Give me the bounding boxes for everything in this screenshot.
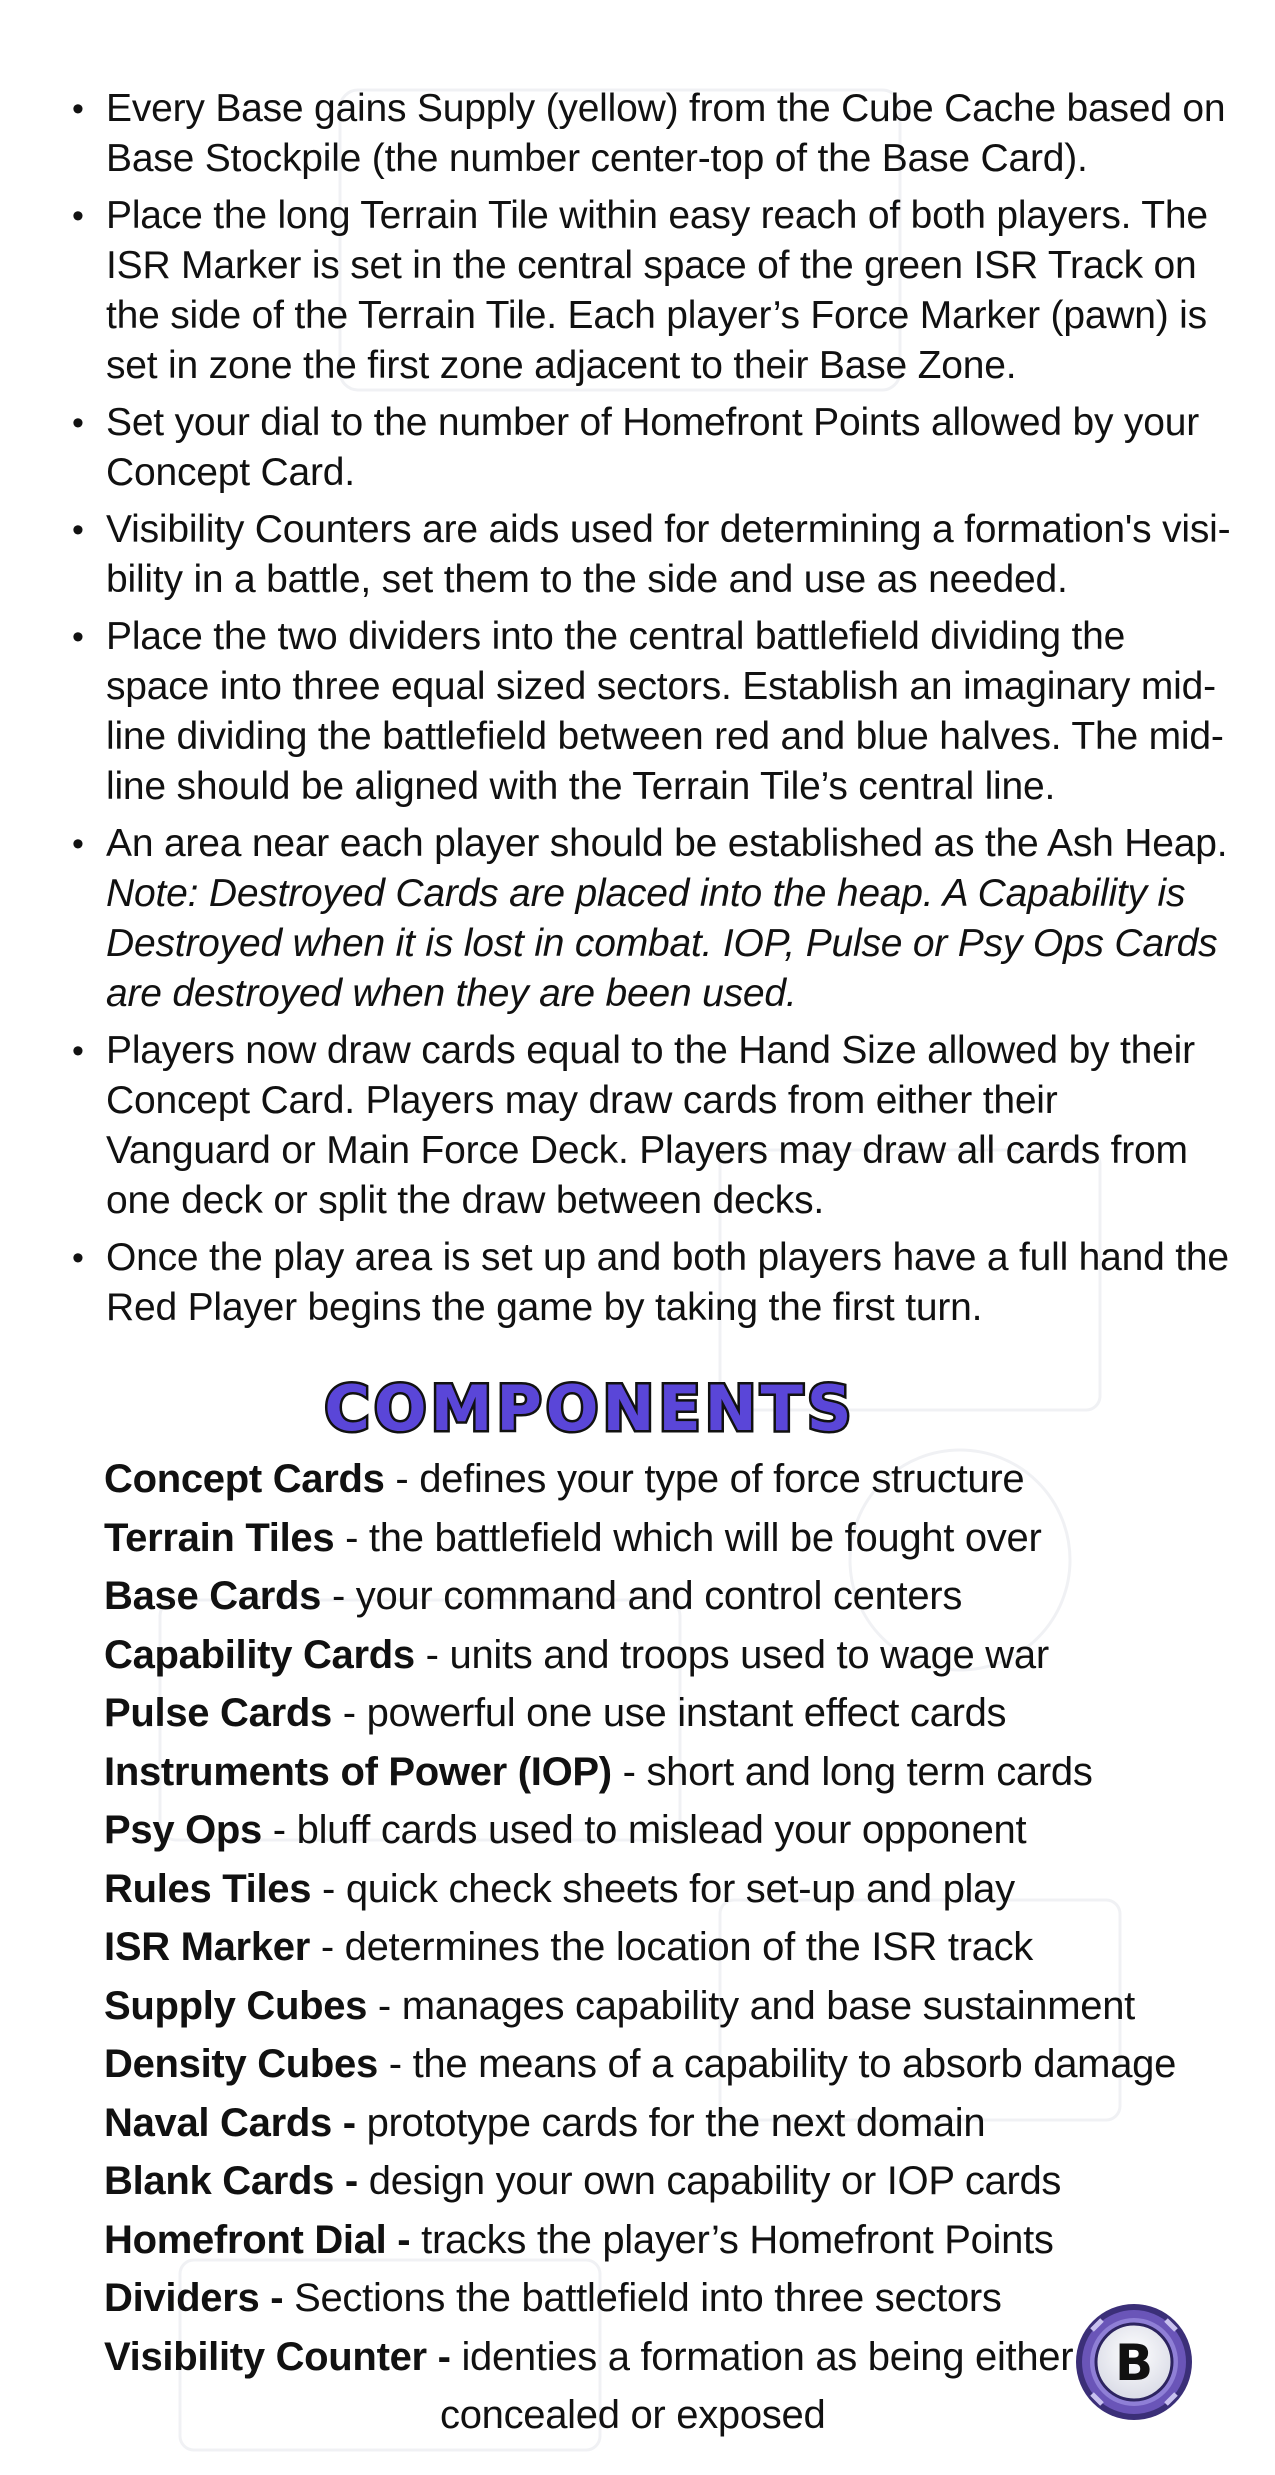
bullet-dot: •	[72, 1032, 84, 1070]
components-heading	[275, 1372, 905, 1444]
component-desc: - defines your type of force structure	[384, 1457, 1025, 1501]
component-item	[104, 1977, 1204, 2036]
component-name: Rules Tiles	[104, 1866, 312, 1911]
component-desc: - the means of a capability to absorb damage	[377, 2042, 1177, 2086]
component-name: Pulse Cards	[104, 1691, 332, 1735]
section-b-badge	[1072, 2300, 1196, 2424]
component-desc: - bluff cards used to mislead your opponent	[261, 1808, 1027, 1852]
component-item	[104, 1509, 1204, 1568]
ash-heap-note: Note: Destroyed Cards are placed into the heap. A Capability is Destroyed when it is lost in combat. IOP, Pulse or Psy Ops Cards are destroyed when they are been used.	[106, 872, 1218, 1015]
component-item	[104, 2211, 1204, 2270]
component-item	[104, 2269, 1204, 2328]
component-name: Blank Cards -	[104, 2159, 358, 2203]
component-name: Naval Cards -	[104, 2100, 356, 2145]
component-desc: - quick check sheets for set-up and play	[311, 1866, 1015, 1911]
component-item	[104, 1743, 1204, 1802]
bullet-dot: •	[72, 197, 84, 235]
component-name: Base Cards	[104, 1574, 322, 1618]
component-name: Homefront Dial -	[104, 2217, 411, 2262]
components-heading-text: COMPONENTS	[324, 1372, 856, 1444]
component-desc: tracks the player’s Homefront Points	[410, 2217, 1054, 2262]
component-name: Dividers -	[104, 2276, 284, 2320]
component-item	[104, 1860, 1204, 1919]
component-desc: - determines the location of the ISR track	[310, 1925, 1033, 1969]
component-desc: design your own capability or IOP cards	[357, 2159, 1062, 2203]
component-desc: prototype cards for the next domain	[355, 2100, 986, 2145]
component-name: Instruments of Power (IOP)	[104, 1749, 612, 1794]
badge-letter: B	[1114, 2334, 1154, 2392]
component-item	[104, 1567, 1204, 1626]
component-name: Density Cubes	[104, 2042, 378, 2086]
component-desc: Sections the battlefield into three sectors	[283, 2276, 1002, 2320]
bullet-dot: •	[72, 90, 84, 128]
setup-bullet: • Once the play area is set up and both players have a full hand the Red Player begins the game by taking the first turn.	[72, 1233, 1232, 1333]
setup-bullet: • Every Base gains Supply (yellow) from the Cube Cache based on Base Stockpile (the number center-top of the Base Card).	[72, 84, 1232, 184]
component-desc: identies a formation as being either	[450, 2334, 1074, 2379]
component-name: Supply Cubes	[104, 1983, 368, 2028]
component-item	[104, 2152, 1204, 2211]
component-desc: - manages capability and base sustainment	[367, 1983, 1135, 2028]
component-name: Concept Cards	[104, 1457, 385, 1501]
setup-bullet: • Players now draw cards equal to the Hand Size allowed by their Concept Card. Players may draw cards from either their Vanguard or Main Force Deck. Players may draw all cards from one deck or split the draw between decks.	[72, 1026, 1232, 1226]
components-list	[104, 1450, 1204, 2445]
bullet-dot: •	[72, 404, 84, 442]
component-item	[104, 2035, 1204, 2094]
setup-bullet: • An area near each player should be established as the Ash Heap. Note: Destroyed Cards are placed into the heap. A Capability is Destroyed when it is lost in combat. IOP, Pulse or Psy Ops Cards are destroyed when they are been used.	[72, 819, 1232, 1019]
component-desc: - the battlefield which will be fought over	[334, 1515, 1042, 1560]
setup-bullet: • Place the two dividers into the central battlefield dividing the space into three equal sized sectors. Establish an imaginary mid-line dividing the battlefield between red and blue halves. The mid-line should be aligned with the Terrain Tile’s central line.	[72, 612, 1232, 812]
component-name: Capability Cards	[104, 1632, 415, 1677]
component-desc: - powerful one use instant effect cards	[331, 1691, 1007, 1735]
component-item	[104, 1450, 1204, 1509]
bullet-dot: •	[72, 1239, 84, 1277]
bullet-dot: •	[72, 618, 84, 656]
component-name: ISR Marker	[104, 1925, 310, 1969]
component-item	[104, 1801, 1204, 1860]
component-name: Visibility Counter -	[104, 2334, 451, 2379]
setup-bullet: • Place the long Terrain Tile within easy reach of both players. The ISR Marker is set in the central space of the green ISR Track on the side of the Terrain Tile. Each player’s Force Marker (pawn) is set in zone the first zone adjacent to their Base Zone.	[72, 191, 1232, 391]
component-item	[104, 1626, 1204, 1685]
component-name: Terrain Tiles	[104, 1515, 335, 1560]
setup-bullet-list	[72, 84, 1232, 1340]
setup-bullet: • Visibility Counters are aids used for determining a formation's visi-bility in a battle, set them to the side and use as needed.	[72, 505, 1232, 605]
bullet-dot: •	[72, 511, 84, 549]
component-desc: - your command and control centers	[321, 1574, 963, 1618]
component-item	[104, 1684, 1204, 1743]
setup-bullet: • Set your dial to the number of Homefront Points allowed by your Concept Card.	[72, 398, 1232, 498]
component-desc: - units and troops used to wage war	[414, 1632, 1049, 1677]
component-item	[104, 2328, 1204, 2387]
component-name: Psy Ops	[104, 1808, 262, 1852]
component-desc: - short and long term cards	[611, 1749, 1093, 1794]
bullet-dot: •	[72, 825, 84, 863]
component-item	[104, 2094, 1204, 2153]
component-desc-continuation: concealed or exposed	[440, 2393, 826, 2437]
component-item	[104, 1918, 1204, 1977]
